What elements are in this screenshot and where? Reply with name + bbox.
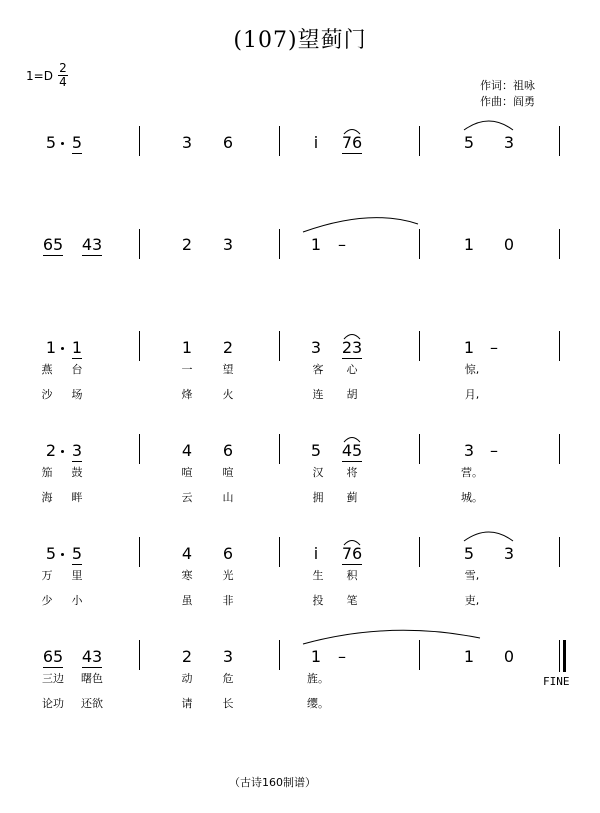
lyric: 沙 (41, 388, 53, 401)
lyric: 拥 (312, 491, 324, 504)
lyric: 连 (312, 388, 324, 401)
lyric: 鼓 (71, 466, 83, 479)
note: 3 (222, 647, 234, 666)
note: 1 (463, 647, 475, 666)
note: 76 (341, 544, 363, 563)
note: 3 (71, 441, 83, 460)
lyric: 旌。 (307, 672, 329, 685)
dash: – (338, 235, 346, 254)
lyric: 生 (312, 569, 324, 582)
note: 1 (463, 235, 475, 254)
slur (344, 541, 360, 546)
note: 5 (463, 133, 475, 152)
lyric: 畔 (71, 491, 83, 504)
dash: – (490, 441, 498, 460)
tie (303, 630, 480, 644)
lyric: 场 (71, 388, 83, 401)
note: 1 (310, 235, 322, 254)
note: 3 (463, 441, 475, 460)
lyric: 动 (181, 672, 193, 685)
lyric: 喧 (222, 466, 234, 479)
lyric: 少 (41, 594, 53, 607)
slur (344, 130, 360, 135)
lyric: 城。 (461, 491, 483, 504)
lyric: 万 (41, 569, 53, 582)
note: 0 (503, 647, 515, 666)
lyric: 惊, (464, 363, 480, 376)
lyric: 蓟 (346, 491, 358, 504)
lyric: 光 (222, 569, 234, 582)
note: 76 (341, 133, 363, 152)
lyric: 虽 (181, 594, 193, 607)
lyric: 论功 (42, 697, 64, 710)
slur (464, 121, 513, 130)
note: 2 (181, 647, 193, 666)
note: 5 (45, 544, 57, 563)
composer-credit: 作曲：阎勇 (480, 95, 535, 108)
lyric: 请 (181, 697, 193, 710)
lyric: 缨。 (307, 697, 329, 710)
lyric: 月, (464, 388, 480, 401)
lyric: 燕 (41, 363, 53, 376)
lyricist-credit: 作词：祖咏 (480, 79, 535, 92)
note: 3 (503, 133, 515, 152)
note: i (313, 544, 319, 563)
lyric: 望 (222, 363, 234, 376)
page-title: (107)望蓟门 (233, 28, 367, 53)
time-signature-bottom: 4 (59, 75, 67, 89)
note: 43 (81, 647, 103, 666)
note: 43 (81, 235, 103, 254)
lyric: 笔 (346, 594, 358, 607)
lyric: 台 (71, 363, 83, 376)
note: 1 (310, 647, 322, 666)
lyric: 将 (346, 466, 358, 479)
note: 5 (463, 544, 475, 563)
lyric: 一 (181, 363, 193, 376)
note: 3 (503, 544, 515, 563)
lyric: 笳 (41, 466, 53, 479)
note: 4 (181, 544, 193, 563)
lyric: 山 (222, 491, 234, 504)
note: 2 (222, 338, 234, 357)
lyric: 寒 (181, 569, 193, 582)
fine-marking: FINE (543, 675, 570, 688)
lyric: 胡 (346, 388, 358, 401)
note: 6 (222, 133, 234, 152)
note: 5 (71, 544, 83, 563)
lyric: 长 (222, 697, 234, 710)
lyric: 汉 (312, 466, 324, 479)
note: 5 (71, 133, 83, 152)
time-signature-top: 2 (59, 61, 67, 75)
lyric: 里 (71, 569, 83, 582)
slur (344, 438, 360, 443)
lyric: 烽 (181, 388, 193, 401)
note: 5 (310, 441, 322, 460)
note: 1 (463, 338, 475, 357)
lyric: 非 (222, 594, 234, 607)
key-signature: 1=D (26, 69, 53, 83)
note: 2 (45, 441, 57, 460)
note: i (313, 133, 319, 152)
note: 1 (71, 338, 83, 357)
lyric: 海 (41, 491, 53, 504)
lyric: 危 (222, 672, 234, 685)
note: 2 (181, 235, 193, 254)
note: 3 (181, 133, 193, 152)
note: 6 (222, 441, 234, 460)
note: 3 (222, 235, 234, 254)
note: 4 (181, 441, 193, 460)
lyric: 曙色 (81, 672, 103, 685)
lyric: 小 (71, 594, 83, 607)
dash: – (490, 338, 498, 357)
note: 1 (181, 338, 193, 357)
footer-credit: （古诗160制谱） (229, 776, 316, 789)
note: 0 (503, 235, 515, 254)
tie (303, 218, 418, 232)
lyric: 喧 (181, 466, 193, 479)
note: 65 (42, 647, 64, 666)
lyric: 积 (346, 569, 358, 582)
lyric: 吏, (464, 594, 480, 607)
lyric: 云 (181, 491, 193, 504)
lyric: 客 (312, 363, 324, 376)
lyric: 营。 (461, 466, 483, 479)
note: 3 (310, 338, 322, 357)
lyric: 投 (312, 594, 324, 607)
lyric: 三边 (42, 672, 64, 685)
note: 45 (341, 441, 363, 460)
lyric: 还欲 (81, 697, 103, 710)
slur (464, 532, 513, 541)
note: 5 (45, 133, 57, 152)
lyric: 火 (222, 388, 234, 401)
dash: – (338, 647, 346, 666)
slur (344, 335, 360, 340)
note: 65 (42, 235, 64, 254)
note: 23 (341, 338, 363, 357)
lyric: 雪, (464, 569, 480, 582)
lyric: 心 (346, 363, 358, 376)
note: 1 (45, 338, 57, 357)
note: 6 (222, 544, 234, 563)
